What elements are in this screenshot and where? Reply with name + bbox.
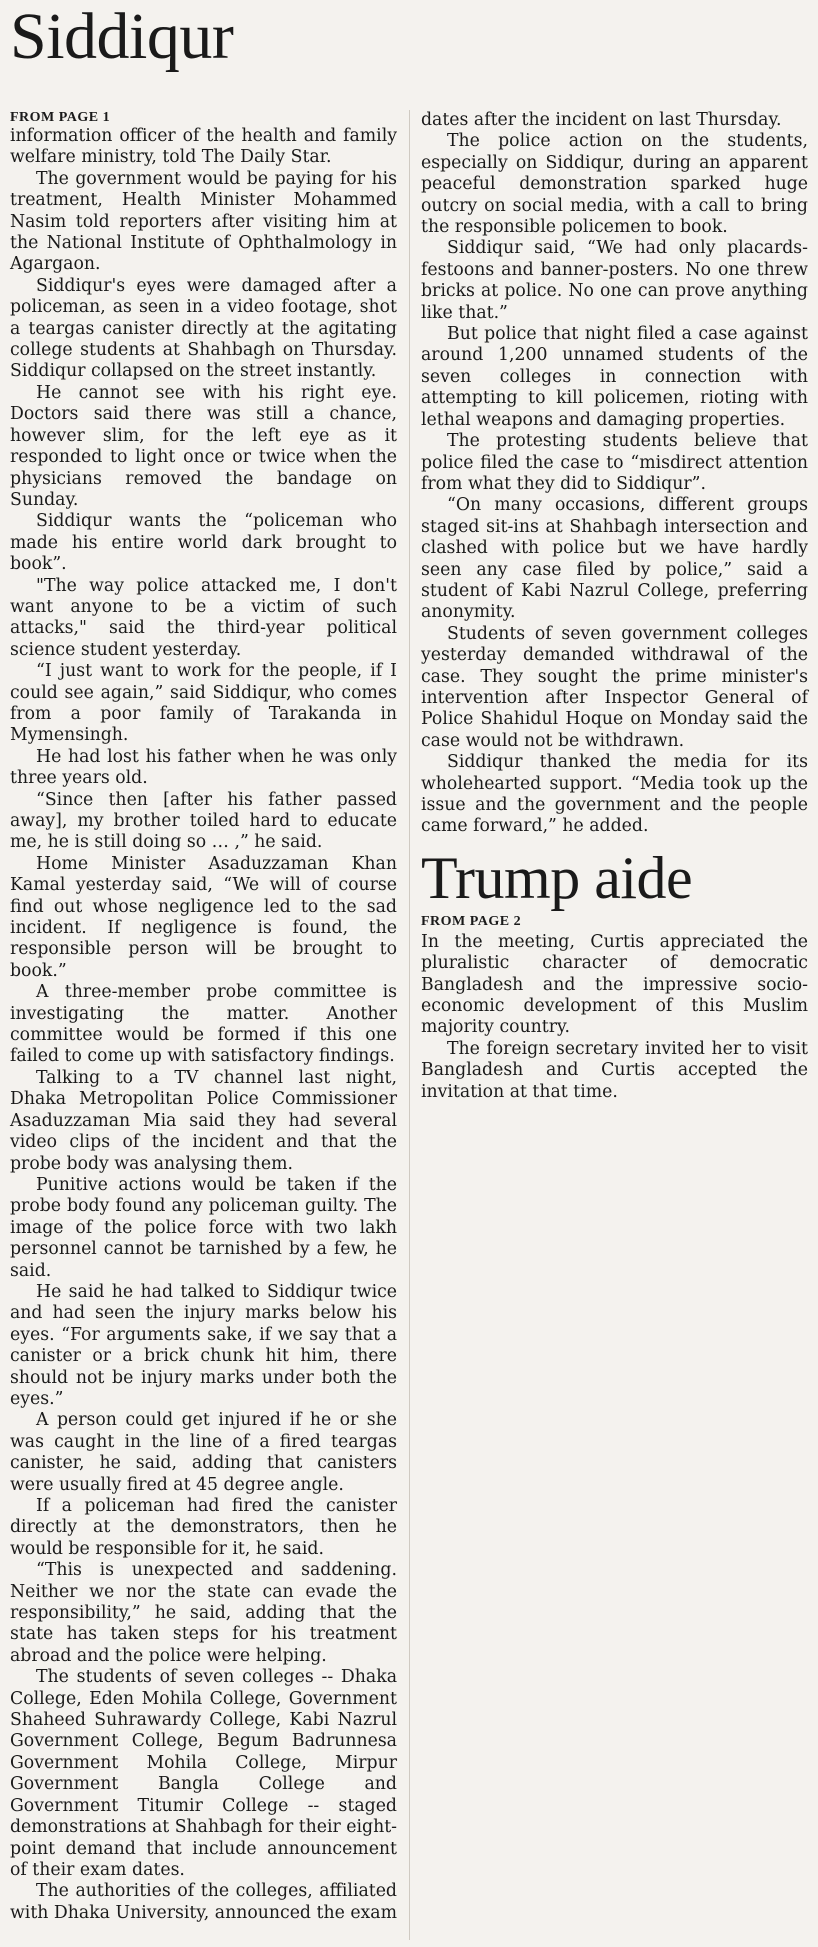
- story1-paragraph: “This is unexpected and saddening. Neither we nor the state can evade the responsibility,” he said, adding that the state has taken steps for his treatment abroad and the police were helping.: [10, 1560, 397, 1666]
- story1-paragraph: Talking to a TV channel last night, Dhaka Metropolitan Police Commissioner Asaduzzaman Mia said they had several video clips of the incident and that the probe body was analysing them.: [10, 1067, 397, 1174]
- story2-headline: Trump aide: [421, 844, 693, 911]
- story1-paragraph: Students of seven government colleges yesterday demanded withdrawal of the case. They sought the prime minister's intervention after Inspector General of Police Shahidul Hoque on Monday said the case would not be withdrawn.: [421, 623, 808, 751]
- story1-paragraph: “Since then [after his father passed away], my brother toiled hard to educate me, he is still doing so … ,” he said.: [10, 789, 397, 853]
- story1-paragraph: Siddiqur said, “We had only placards-festoons and banner-posters. No one threw bricks at police. No one can prove anything like that.”: [421, 238, 808, 323]
- story1-paragraph: A three-member probe committee is investigating the matter. Another committee would be formed if this one failed to come up with satisfactory findings.: [10, 982, 397, 1067]
- story1-paragraph: “On many occasions, different groups staged sit-ins at Shahbagh intersection and clashed with police but we have hardly seen any case filed by police,” said a student of Kabi Nazrul College, preferring anonymity.: [421, 495, 808, 623]
- article-columns: [10, 110, 808, 1940]
- story1-paragraph: A person could get injured if he or she was caught in the line of a fired teargas canister, he said, adding that canisters were usually fired at 45 degree angle.: [10, 1410, 397, 1495]
- story1-paragraph: If a policeman had fired the canister directly at the demonstrators, then he would be responsible for it, he said.: [10, 1496, 397, 1559]
- story2-kicker: FROM PAGE 2: [421, 913, 522, 929]
- story1-paragraph: The protesting students believe that police filed the case to “misdirect attention from what they did to Siddiqur”.: [421, 431, 808, 494]
- story1-paragraph: information officer of the health and family welfare ministry, told The Daily Star.: [10, 126, 397, 168]
- story1-paragraph: He cannot see with his right eye. Doctors said there was still a chance, however slim, for the left eye as it responded to light once or twice when the physicians removed the bandage on Sunday.: [10, 382, 397, 510]
- story1-paragraph: “I just want to work for the people, if I could see again,” said Siddiqur, who comes from a poor family of Tarakanda in Mymensingh.: [10, 661, 397, 746]
- story2-paragraph: In the meeting, Curtis appreciated the pluralistic character of democratic Bangladesh and the impressive socio-economic development of this Muslim majority country.: [421, 931, 808, 1038]
- story1-paragraph: The authorities of the colleges, affiliated with Dhaka University, announced the exam dates after the incident on last Thursday.: [10, 110, 782, 1923]
- story1-paragraph: The students of seven colleges -- Dhaka College, Eden Mohila College, Government Shaheed Suhrawardy College, Kabi Nazrul Government College, Begum Badrunnesa Government Mohila College, Mirpur Government Bangla College and Government Titumir College -- staged demonstrations at Shahbagh for their eight-point demand that include announcement of their exam dates.: [10, 1667, 398, 1880]
- story1-headline: Siddiqur: [10, 0, 234, 73]
- story1-paragraph: Siddiqur's eyes were damaged after a policeman, as seen in a video footage, shot a teargas canister directly at the agitating college students at Shahbagh on Thursday. Siddiqur collapsed on the street instantly.: [10, 275, 397, 382]
- story2: [421, 844, 808, 1103]
- story1-paragraph: Punitive actions would be taken if the probe body found any policeman guilty. The image of the police force with two lakh personnel cannot be tarnished by a few, he said.: [10, 1174, 397, 1281]
- story1-paragraph: But police that night filed a case against around 1,200 unnamed students of the seven colleges in connection with attempting to kill policemen, rioting with lethal weapons and damaging properties.: [421, 324, 808, 430]
- story2-paragraph: The foreign secretary invited her to visit Bangladesh and Curtis accepted the invitation at that time.: [421, 1038, 808, 1102]
- story1-paragraph: He said he had talked to Siddiqur twice and had seen the injury marks below his eyes. “For arguments sake, if we say that a canister or a brick chunk hit him, there should not be injury marks under both the eyes.”: [10, 1281, 397, 1409]
- story1-paragraph: Siddiqur thanked the media for its wholehearted support. “Media took up the issue and the government and the people came forward,” he added.: [421, 752, 808, 837]
- story1-kicker: FROM PAGE 1: [10, 110, 111, 125]
- story1-paragraph: Siddiqur wants the “policeman who made his entire world dark brought to book”.: [10, 511, 397, 575]
- story1-paragraph: The police action on the students, especially on Siddiqur, during an apparent peaceful demonstration sparked huge outcry on social media, with a call to bring the responsible policemen to book.: [421, 131, 808, 238]
- story1-paragraph: The government would be paying for his treatment, Health Minister Mohammed Nasim told reporters after visiting him at the National Institute of Ophthalmology in Agargaon.: [10, 168, 397, 275]
- story1-paragraph: Home Minister Asaduzzaman Khan Kamal yesterday said, “We will of course find out whose negligence led to the sad incident. If negligence is found, the responsible person will be brought to book.”: [10, 853, 397, 981]
- story1-paragraph: He had lost his father when he was only three years old.: [10, 746, 397, 789]
- story1-paragraph: "The way police attacked me, I don't want anyone to be a victim of such attacks," said the third-year political science student yesterday.: [10, 575, 397, 660]
